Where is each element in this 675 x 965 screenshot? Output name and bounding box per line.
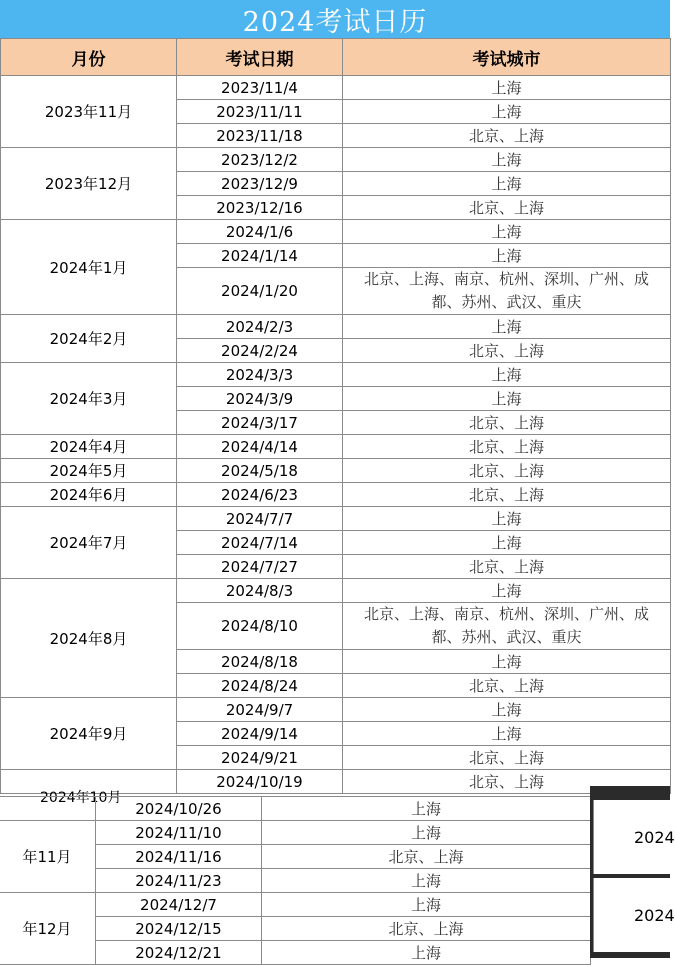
header-date: 考试日期: [177, 39, 343, 76]
city-cell: 上海: [343, 76, 671, 100]
fragment-cell: 2024: [593, 878, 670, 952]
table-row: [1, 698, 671, 722]
table-row: [1, 363, 671, 387]
city-cell: 上海: [262, 893, 591, 917]
month-cell: 2024年9月: [1, 698, 177, 770]
city-cell: 上海: [343, 100, 671, 124]
city-cell: 上海: [343, 315, 671, 339]
month-cell: [0, 797, 96, 821]
fragment-cell: 2024: [593, 800, 670, 874]
city-cell: 上海: [343, 172, 671, 196]
date-cell: 2023/11/4: [177, 76, 343, 100]
date-cell: 2024/11/10: [96, 821, 262, 845]
month-cell: 2023年12月: [1, 148, 177, 220]
date-cell: 2024/5/18: [177, 459, 343, 483]
date-cell: 2024/9/21: [177, 746, 343, 770]
city-cell: 上海: [343, 220, 671, 244]
month-cell: 2024年7月: [1, 507, 177, 579]
calendar-title: 2024考试日历: [0, 0, 670, 38]
city-cell: 北京、上海、南京、杭州、深圳、广州、成都、苏州、武汉、重庆: [343, 603, 671, 650]
city-cell: 北京、上海、南京、杭州、深圳、广州、成都、苏州、武汉、重庆: [343, 268, 671, 315]
month-cell: 2024年3月: [1, 363, 177, 435]
city-cell: 北京、上海: [343, 555, 671, 579]
date-cell: 2024/10/26: [96, 797, 262, 821]
date-cell: 2024/1/6: [177, 220, 343, 244]
city-cell: 北京、上海: [343, 196, 671, 220]
city-cell: 北京、上海: [343, 459, 671, 483]
table-row: [0, 797, 591, 821]
date-cell: 2024/3/17: [177, 411, 343, 435]
city-cell: 上海: [343, 387, 671, 411]
city-cell: 北京、上海: [343, 339, 671, 363]
city-cell: 北京、上海: [262, 845, 591, 869]
date-cell: 2024/8/24: [177, 674, 343, 698]
month-cell: 2023年11月: [1, 76, 177, 148]
city-cell: 上海: [343, 722, 671, 746]
date-cell: 2024/12/7: [96, 893, 262, 917]
city-cell: 上海: [262, 821, 591, 845]
city-cell: 上海: [343, 507, 671, 531]
date-cell: 2024/7/27: [177, 555, 343, 579]
month-cell: 2024年8月: [1, 579, 177, 698]
overlapping-window-edge: [590, 786, 675, 958]
city-cell: 北京、上海: [343, 746, 671, 770]
month-cell: 年12月: [0, 893, 96, 965]
date-cell: 2024/2/24: [177, 339, 343, 363]
table-row: [1, 483, 671, 507]
date-cell: 2024/8/10: [177, 603, 343, 650]
date-cell: 2023/11/11: [177, 100, 343, 124]
date-cell: 2024/12/15: [96, 917, 262, 941]
date-cell: 2024/7/7: [177, 507, 343, 531]
date-cell: 2024/4/14: [177, 435, 343, 459]
city-cell: 上海: [343, 363, 671, 387]
exam-calendar-table: [0, 38, 671, 794]
exam-calendar-table-continued: [0, 796, 591, 965]
city-cell: 北京、上海: [343, 674, 671, 698]
table-row: [1, 76, 671, 100]
date-cell: 2024/12/21: [96, 941, 262, 965]
city-cell: 上海: [262, 797, 591, 821]
month-cell: 2024年4月: [1, 435, 177, 459]
date-cell: 2023/12/16: [177, 196, 343, 220]
table-row: [1, 148, 671, 172]
city-cell: 上海: [262, 869, 591, 893]
city-cell: 上海: [262, 941, 591, 965]
date-cell: 2024/6/23: [177, 483, 343, 507]
date-cell: 2024/2/3: [177, 315, 343, 339]
table-row: [0, 821, 591, 845]
header-city: 考试城市: [343, 39, 671, 76]
city-cell: 上海: [343, 244, 671, 268]
date-cell: 2024/8/3: [177, 579, 343, 603]
month-cell: 2024年6月: [1, 483, 177, 507]
date-cell: 2023/11/18: [177, 124, 343, 148]
date-cell: 2024/7/14: [177, 531, 343, 555]
city-cell: 上海: [343, 698, 671, 722]
city-cell: 北京、上海: [343, 124, 671, 148]
table-row: [1, 579, 671, 603]
city-cell: 上海: [343, 531, 671, 555]
city-cell: 北京、上海: [262, 917, 591, 941]
table-row: [0, 893, 591, 917]
date-cell: 2024/8/18: [177, 650, 343, 674]
date-cell: 2023/12/9: [177, 172, 343, 196]
month-cell: 年11月: [0, 821, 96, 893]
table-row: [1, 507, 671, 531]
table-row: [1, 315, 671, 339]
table-row: [1, 459, 671, 483]
date-cell: 2024/9/7: [177, 698, 343, 722]
city-cell: 北京、上海: [343, 483, 671, 507]
table-row: [1, 220, 671, 244]
date-cell: 2024/11/23: [96, 869, 262, 893]
header-month: 月份: [1, 39, 177, 76]
header-row: [1, 39, 671, 76]
city-cell: 上海: [343, 650, 671, 674]
city-cell: 上海: [343, 148, 671, 172]
month-cell: 2024年5月: [1, 459, 177, 483]
date-cell: 2024/9/14: [177, 722, 343, 746]
month-cell: 2024年1月: [1, 220, 177, 315]
date-cell: 2024/11/16: [96, 845, 262, 869]
date-cell: 2023/12/2: [177, 148, 343, 172]
city-cell: 上海: [343, 579, 671, 603]
city-cell: 北京、上海: [343, 411, 671, 435]
date-cell: 2024/3/9: [177, 387, 343, 411]
date-cell: 2024/1/20: [177, 268, 343, 315]
city-cell: 北京、上海: [343, 435, 671, 459]
month-cell: 2024年2月: [1, 315, 177, 363]
table-row: [1, 435, 671, 459]
city-cell: 北京、上海: [343, 770, 671, 794]
date-cell: 2024/1/14: [177, 244, 343, 268]
overlap-month-fragment: 2024年10月: [40, 790, 122, 806]
date-cell: 2024/10/19: [177, 770, 343, 794]
date-cell: 2024/3/3: [177, 363, 343, 387]
